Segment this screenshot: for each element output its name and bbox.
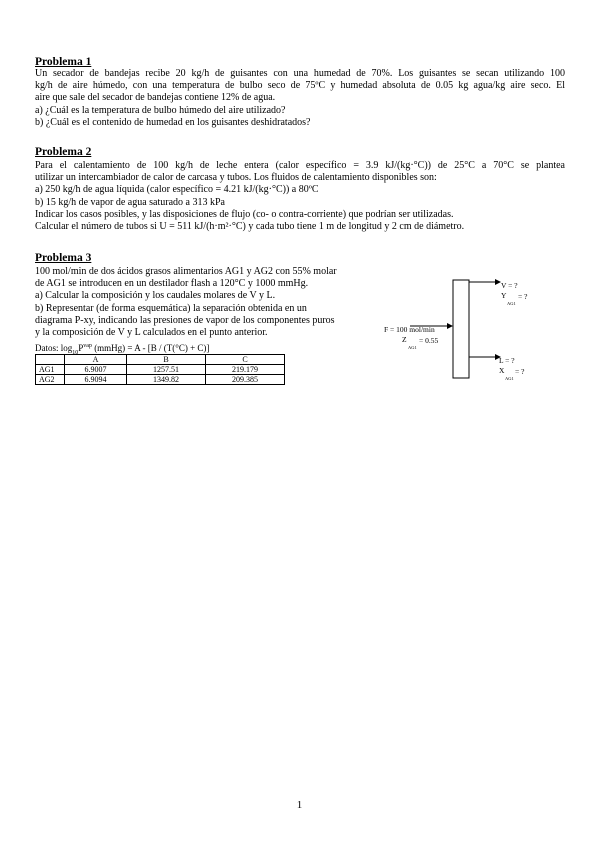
table-cell: AG1 [36,365,65,375]
table-cell: 219.179 [206,365,285,375]
problem-1-body [35,68,565,129]
equation-prefix: Datos: log [35,343,73,353]
table-row [36,365,285,375]
y-subscript: AG1 [507,301,516,306]
y-symbol: Y [501,291,507,300]
x-value: = ? [515,367,525,376]
antoine-constants-table [35,354,285,385]
equation-sup: vap [83,343,92,349]
table-header-cell [36,355,65,365]
problem-2-line: utilizar un intercambiador de calor de carcasa y tubos. Los fluidos de calentamiento disponibles son: [35,172,437,184]
table-cell: 1257.51 [127,365,206,375]
equation-log-base: 10 [72,349,79,356]
equation-rest: (mmHg) = A - [B / (T(°C) + C)] [91,343,210,353]
z-symbol: Z [402,335,407,344]
x-subscript: AG1 [505,376,514,381]
page-number: 1 [296,799,303,811]
table-cell: 6.9007 [65,365,127,375]
problem-3-line: y la composición de V y L calculados en el punto anterior. [35,327,268,339]
problem-3-title: Problema 3 [35,252,92,264]
table-row [36,375,285,385]
x-symbol: X [499,366,505,375]
problem-1-question-a: a) ¿Cuál es la temperatura de bulbo húmedo del aire utilizado? [35,104,286,116]
problem-1-line: kg/h de aire húmedo, con una temperatura de bulbo seco de 75ºC y humedad absoluta de 0.05 kg agua/kg aire seco. El [35,80,565,92]
problem-3-line: diagrama P-xy, indicando las presiones de vapor de los componentes puros [35,314,335,326]
liquid-flow-label: L = ? [499,356,515,365]
problem-3-line: de AG1 se introducen en un destilador flash a 120°C y 1000 mmHg. [35,278,309,290]
table-cell: 1349.82 [127,375,206,385]
problem-2-body [35,160,565,233]
problem-2-line: Indicar los casos posibles, y las disposiciones de flujo (co- o contra-corriente) que podrían ser utilizadas. [35,208,454,220]
flash-drum [453,280,469,378]
table-cell: 209.385 [206,375,285,385]
problem-2-line: Para el calentamiento de 100 kg/h de leche entera (calor específico = 3.9 kJ/(kg·°C)) de 25°C a 70°C se plantea [35,160,565,171]
vapor-flow-label: V = ? [501,281,518,290]
table-cell: AG2 [36,375,65,385]
feed-composition-label [402,336,407,344]
problem-3-body [35,266,390,339]
problem-1-title: Problema 1 [35,56,92,68]
z-subscript: AG1 [408,345,417,350]
problem-2-title: Problema 2 [35,146,92,158]
y-value: = ? [518,292,528,301]
feed-label: F = 100 mol/min [384,325,435,334]
problem-2-option-b: b) 15 kg/h de vapor de agua saturado a 313 kPa [35,196,225,208]
table-cell: 6.9094 [65,375,127,385]
z-value: = 0.55 [419,336,439,345]
problem-3-question-a: a) Calcular la composición y los caudales molares de V y L. [35,290,276,302]
table-header-cell: B [127,355,206,365]
problem-1-line: Un secador de bandejas recibe 20 kg/h de guisantes con una humedad de 70%. Los guisantes se secan utilizando 100 [35,68,565,79]
equation-p: P [78,343,84,353]
table-header-row [36,355,285,365]
problem-1-question-b: b) ¿Cuál es el contenido de humedad en los guisantes deshidratados? [35,116,311,128]
problem-3-line: 100 mol/min de dos ácidos grasos alimentarios AG1 y AG2 con 55% molar [35,266,337,277]
problem-3-question-b: b) Representar (de forma esquemática) la separación obtenida en un [35,302,307,314]
problem-1-line: aire que sale del secador de bandejas contiene 12% de agua. [35,92,276,104]
table-header-cell: A [65,355,127,365]
problem-2-line: Calcular el número de tubos si U = 511 kJ/(h·m²·°C) y cada tubo tiene 1 m de longitud y 2 cm de diámetro. [35,221,465,233]
table-header-cell: C [206,355,285,365]
problem-2-option-a: a) 250 kg/h de agua líquida (calor específico = 4.21 kJ/(kg·°C)) a 80ºC [35,184,319,196]
